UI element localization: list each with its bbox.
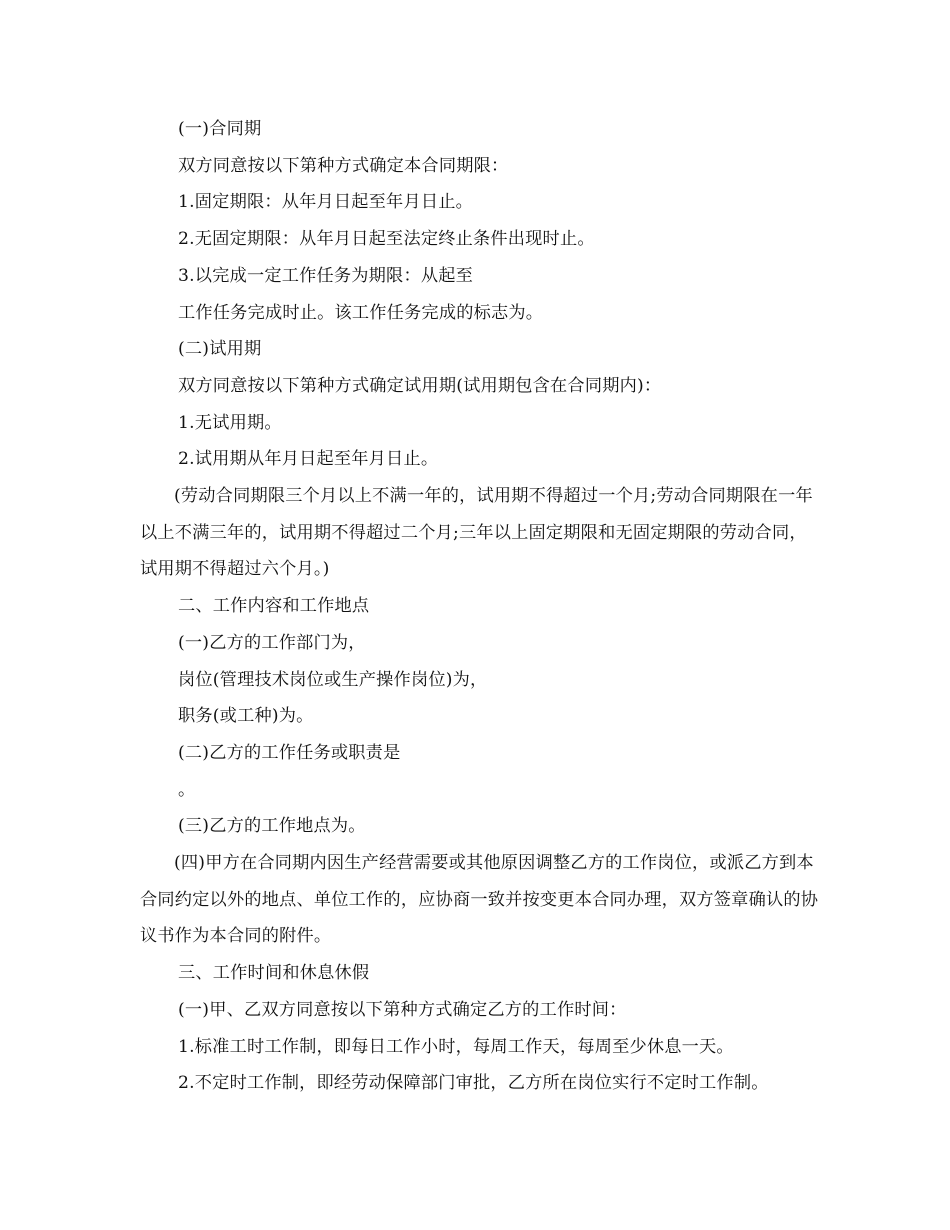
section-working-hours-heading: 三、工作时间和休息休假: [178, 963, 370, 984]
section-work-content-heading: 二、工作内容和工作地点: [178, 596, 370, 617]
working-hours-intro: (一)甲、乙双方同意按以下第种方式确定乙方的工作时间：: [178, 999, 627, 1020]
work-position: 岗位(管理技术岗位或生产操作岗位)为，: [178, 669, 488, 690]
standard-hours-option: 1.标准工时工作制，即每日工作小时，每周工作天，每周至少休息一天。: [178, 1036, 734, 1057]
position-adjustment-clause: (四)甲方在合同期内因生产经营需要或其他原因调整乙方的工作岗位，或派乙方到本合同约定以外的地点、单位工作的，应协商一致并按变更本合同办理，双方签章确认的协议书作为本合同的附件。: [140, 853, 819, 947]
section-contract-term-heading: (一)合同期: [178, 119, 262, 139]
fixed-term-option: 1.固定期限：从年月日起至年月日止。: [178, 192, 474, 213]
probation-intro: 双方同意按以下第种方式确定试用期(试用期包含在合同期内)：: [178, 375, 662, 396]
work-department: (一)乙方的工作部门为，: [178, 632, 366, 653]
work-responsibilities: (二)乙方的工作任务或职责是: [178, 742, 401, 763]
work-location: (三)乙方的工作地点为。: [178, 816, 366, 837]
work-responsibilities-end: 。: [178, 779, 196, 800]
task-term-option: 3.以完成一定工作任务为期限：从起至: [178, 265, 474, 286]
open-term-option: 2.无固定期限：从年月日起至法定终止条件出现时止。: [178, 229, 595, 250]
section-probation-heading: (二)试用期: [178, 339, 262, 360]
probation-period-option: 2.试用期从年月日起至年月日止。: [178, 449, 439, 470]
flexible-hours-option: 2.不定时工作制，即经劳动保障部门审批，乙方所在岗位实行不定时工作制。: [178, 1073, 769, 1094]
task-term-continuation: 工作任务完成时止。该工作任务完成的标志为。: [178, 302, 544, 323]
document-body: [140, 111, 820, 1102]
work-duty-title: 职务(或工种)为。: [178, 706, 314, 727]
no-probation-option: 1.无试用期。: [178, 412, 282, 433]
probation-note: (劳动合同期限三个月以上不满一年的，试用期不得超过一个月;劳动合同期限在一年以上不满三年的，试用期不得超过二个月;三年以上固定期限和无固定期限的劳动合同，试用期不得超过六个月。): [140, 486, 813, 580]
contract-term-intro: 双方同意按以下第种方式确定本合同期限：: [178, 155, 509, 176]
